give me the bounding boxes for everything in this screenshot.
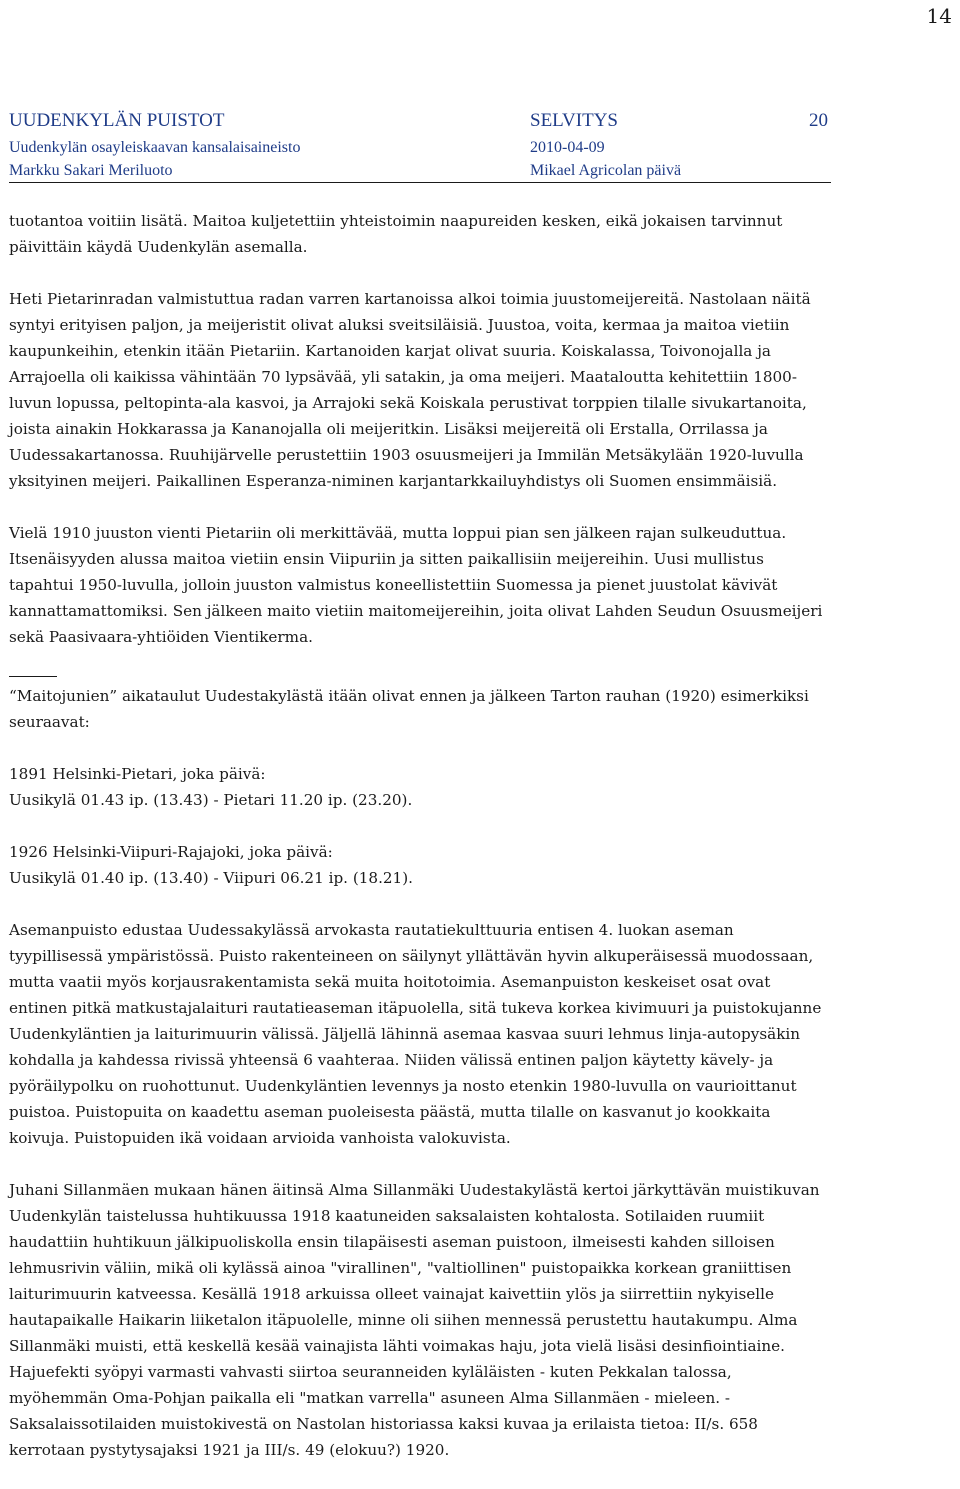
header-page-number: 20 bbox=[809, 110, 828, 131]
paragraph: “Maitojunien” aikataulut Uudestakylästä itään olivat ennen ja jälkeen Tarton rauhan (1920) esimerkiksi seuraavat: bbox=[9, 687, 809, 731]
paragraph: Juhani Sillanmäen mukaan hänen äitinsä Alma Sillanmäki Uudestakylästä kertoi järkyttävän muistikuvan Uudenkylän taistelussa huhtikuussa 1918 kaatuneiden saksalaisten kohtalosta. Sotilaiden ruumiit haudattiin huhtikuun jälkipuoliskolla ensin tilapäisesti aseman puistoon, ilmeisesti kahden silloisen lehmusrivin väliin, mikä oli kylässä ainoa "virallinen", "valtiollinen" puistopaikka korkean graniittisen laiturimuurin katveessa. Kesällä 1918 arkuissa olleet vainajat kaivettiin ylös ja siirrettiin nykyiselle hautapaikalle Haikarin liiketalon itäpuolelle, minne oli siihen mennessä perustettu hautakumpu. Alma Sillanmäki muisti, että keskellä kesää vainajista lähti voimakas haju, jota vielä lisäsi desinfiointiaine. Hajuefekti syöpyi varmasti vahvasti siirtoa seuranneiden kyläläisten - kuten Pekkalan talossa, myöhemmän Oma-Pohjan paikalla eli "matkan varrella" asuneen Alma Sillanmäen - mieleen. - Saksalaissotilaiden muistokivestä on Nastolan historiassa kaksi kuvaa ja erilaista tietoa: II/s. 658 kerrotaan pystytysajaksi 1921 ja III/s. 49 (elokuu?) 1920. bbox=[9, 1181, 820, 1459]
timetable-1891 bbox=[9, 761, 824, 813]
paragraph: tuotantoa voitiin lisätä. Maitoa kuljetettiin yhteistoimin naapureiden kesken, eikä jokaisen tarvinnut päivittäin käydä Uudenkylän asemalla. bbox=[9, 212, 783, 256]
paragraph: Heti Pietarinradan valmistuttua radan varren kartanoissa alkoi toimia juustomeijereitä. Nastolaan näitä syntyi erityisen paljon, ja meijeristit olivat aluksi sveitsiläisiä. Juustoa, voita, kermaa ja maitoa vietiin kaupunkeihin, etenkin itään Pietariin. Kartanoiden karjat olivat suuria. Koiskalassa, Toivonojalla ja Arrajoella oli kaikissa vähintään 70 lypsävää, yli satakin, ja oma meijeri. Maataloutta kehitettiin 1800-luvun lopussa, peltopinta-ala kasvoi, ja Arrajoki sekä Koiskala perustivat torppien tilalle sivukartanoita, joista ainakin Hokkarassa ja Kananojalla oli meijeritkin. Lisäksi meijereitä oli Erstalla, Orrilassa ja Uudessakartanossa. Ruuhijärvelle perustettiin 1903 osuusmeijeri ja Immilän Metsäkylään 1920-luvulla yksityinen meijeri. Paikallinen Esperanza-niminen karjantarkkailuyhdistys oli Suomen ensimmäisiä. bbox=[9, 290, 811, 490]
header-date: 2010-04-09 bbox=[530, 139, 605, 156]
document-body bbox=[9, 208, 824, 1489]
timetable-times: Uusikylä 01.40 ip. (13.40) - Viipuri 06.21 ip. (18.21). bbox=[9, 869, 413, 887]
timetable-heading: 1926 Helsinki-Viipuri-Rajajoki, joka päivä: bbox=[9, 843, 333, 861]
footnote-divider bbox=[9, 676, 57, 677]
document-header bbox=[9, 110, 831, 183]
timetable-1926 bbox=[9, 839, 824, 891]
header-author: Markku Sakari Meriluoto bbox=[9, 162, 173, 179]
header-subtitle: Uudenkylän osayleiskaavan kansalaisaineisto bbox=[9, 139, 301, 156]
timetable-times: Uusikylä 01.43 ip. (13.43) - Pietari 11.20 ip. (23.20). bbox=[9, 791, 413, 809]
timetable-heading: 1891 Helsinki-Pietari, joka päivä: bbox=[9, 765, 266, 783]
paragraph: Asemanpuisto edustaa Uudessakylässä arvokasta rautatiekulttuuria entisen 4. luokan aseman tyypillisessä ympäristössä. Puisto rakenteineen on säilynyt yllättävän hyvin alkuperäisessä muodossaan, mutta vaatii myös korjausrakentamista sekä muita hoitotoimia. Asemanpuiston keskeiset osat ovat entinen pitkä matkustajalaituri rautatieaseman itäpuolella, sitä tukeva korkea kivimuuri ja puistokujanne Uudenkyläntien ja laiturimuurin välissä. Jäljellä lähinnä asemaa kasvaa suuri lehmus linja-autopysäkin kohdalla ja kahdessa rivissä yhteensä 6 vaahteraa. Niiden välissä entinen paljon käytetty kävely- ja pyöräilypolku on ruohottunut. Uudenkyläntien levennys ja nosto etenkin 1980-luvulla on vaurioittanut puistoa. Puistopuita on kaadettu aseman puoleisesta päästä, mutta tilalle on kasvanut jo kookkaita koivuja. Puistopuiden ikä voidaan arvioida vanhoista valokuvista. bbox=[9, 921, 822, 1147]
paragraph: Vielä 1910 juuston vienti Pietariin oli merkittävää, mutta loppui pian sen jälkeen rajan sulkeuduttua. Itsenäisyyden alussa maitoa vietiin ensin Viipuriin ja sitten paikallisiin meijereihin. Uusi mullistus tapahtui 1950-luvulla, jolloin juuston valmistus koneellistettiin Suomessa ja pienet juustolat kävivät kannattamattomiksi. Sen jälkeen maito vietiin maitomeijereihin, joita olivat Lahden Seudun Osuusmeijeri sekä Paasivaara-yhtiöiden Vientikerma. bbox=[9, 524, 823, 646]
page-number: 14 bbox=[926, 4, 952, 28]
header-doc-type: SELVITYS bbox=[530, 110, 618, 131]
header-title: UUDENKYLÄN PUISTOT bbox=[9, 110, 225, 131]
header-day-name: Mikael Agricolan päivä bbox=[530, 162, 682, 179]
